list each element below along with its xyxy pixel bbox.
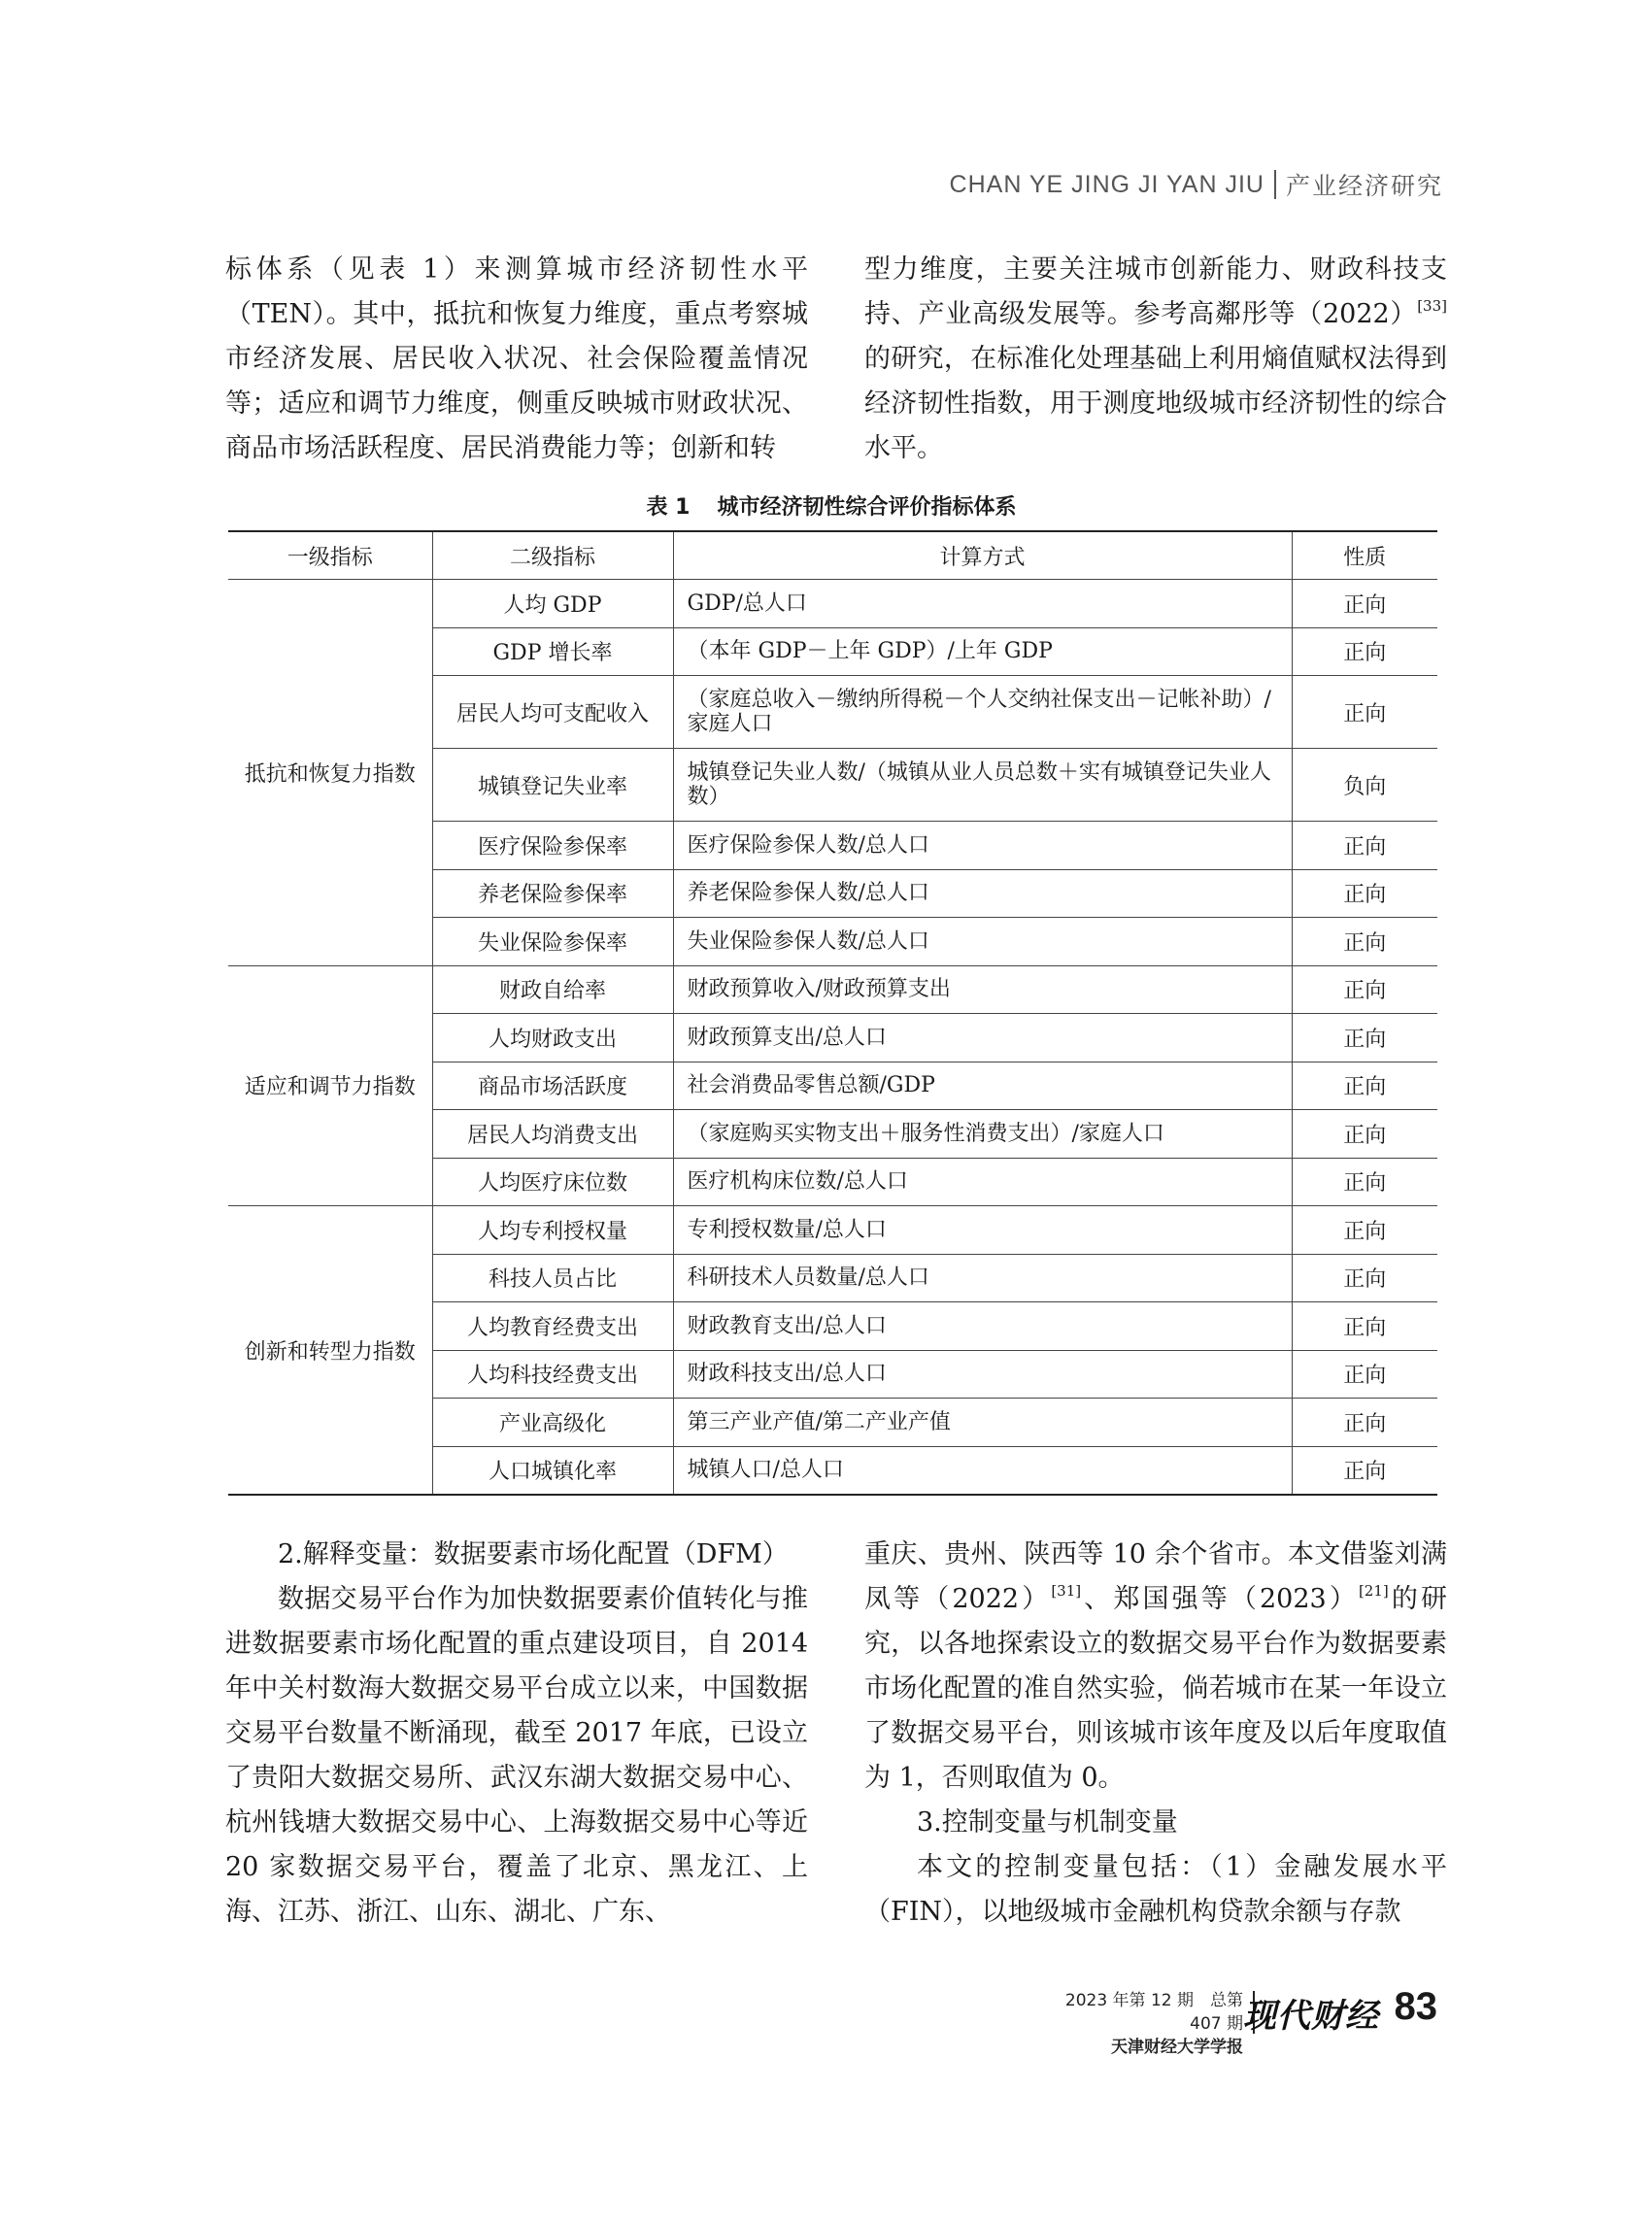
section-heading: 3.控制变量与机制变量 bbox=[917, 1807, 1178, 1838]
formula-cell: 医疗保险参保人数/总人口 bbox=[673, 822, 1292, 870]
header-cell: 二级指标 bbox=[432, 531, 673, 580]
formula-cell: （家庭总收入－缴纳所得税－个人交纳社保支出－记帐补助）/家庭人口 bbox=[673, 676, 1292, 749]
text-column-left-bottom bbox=[225, 1533, 808, 1935]
table-header-row bbox=[228, 531, 1437, 580]
direction-cell: 正向 bbox=[1292, 1014, 1437, 1062]
group-cell: 适应和调节力指数 bbox=[228, 965, 432, 1206]
indicator-cell: 医疗保险参保率 bbox=[432, 822, 673, 870]
indicator-cell: 人均医疗床位数 bbox=[432, 1158, 673, 1206]
direction-cell: 负向 bbox=[1292, 749, 1437, 822]
formula-cell: GDP/总人口 bbox=[673, 580, 1292, 628]
journal-logo: 现代财经 bbox=[1243, 1997, 1379, 2036]
header-series: CHAN YE JING JI YAN JIU bbox=[949, 170, 1264, 198]
formula-cell: （家庭购买实物支出＋服务性消费支出）/家庭人口 bbox=[673, 1110, 1292, 1159]
formula-cell: 财政预算收入/财政预算支出 bbox=[673, 965, 1292, 1014]
paragraph: 标体系（见表 1）来测算城市经济韧性水平（TEN）。其中，抵抗和恢复力维度，重点考察城市经济发展、居民收入状况、社会保险覆盖情况等；适应和调节力维度，侧重反映城市财政状况、商品市场活跃程度、居民消费能力等；创新和转 bbox=[225, 254, 808, 463]
formula-cell: 城镇登记失业人数/（城镇从业人员总数＋实有城镇登记失业人数） bbox=[673, 749, 1292, 822]
indicator-cell: 产业高级化 bbox=[432, 1399, 673, 1447]
direction-cell: 正向 bbox=[1292, 918, 1437, 966]
direction-cell: 正向 bbox=[1292, 1399, 1437, 1447]
table-row bbox=[228, 580, 1437, 628]
direction-cell: 正向 bbox=[1292, 1110, 1437, 1159]
indicator-cell: 居民人均消费支出 bbox=[432, 1110, 673, 1159]
citation-ref: [21] bbox=[1358, 1582, 1389, 1600]
paragraph-text: 型力维度，主要关注城市创新能力、财政科技支持、产业高级发展等。参考高鄰彤等（2022） bbox=[864, 254, 1447, 329]
formula-cell: （本年 GDP－上年 GDP）/上年 GDP bbox=[673, 627, 1292, 676]
direction-cell: 正向 bbox=[1292, 1062, 1437, 1110]
paragraph-text: 重庆、贵州、陕西等 10 余个省市。本文借鉴刘满凤等（2022） bbox=[864, 1539, 1447, 1614]
indicator-cell: 财政自给率 bbox=[432, 965, 673, 1014]
direction-cell: 正向 bbox=[1292, 1158, 1437, 1206]
table-row bbox=[228, 1206, 1437, 1255]
formula-cell: 第三产业产值/第二产业产值 bbox=[673, 1399, 1292, 1447]
paragraph bbox=[864, 248, 1447, 471]
formula-cell: 社会消费品零售总额/GDP bbox=[673, 1062, 1292, 1110]
formula-cell: 养老保险参保人数/总人口 bbox=[673, 869, 1292, 918]
direction-cell: 正向 bbox=[1292, 1254, 1437, 1302]
paragraph: 数据交易平台作为加快数据要素价值转化与推进数据要素市场化配置的重点建设项目，自 2014 年中关村数海大数据交易平台成立以来，中国数据交易平台数量不断涌现，截至 2017 年底，已设立了贵阳大数据交易所、武汉东湖大数据交易中心、杭州钱塘大数据交易中心、上海数据交易中心等近 20 家数据交易平台，覆盖了北京、黑龙江、上海、江苏、浙江、山东、湖北、广东、 bbox=[225, 1584, 808, 1927]
text-column-left-top bbox=[225, 248, 808, 471]
indicator-cell: 居民人均可支配收入 bbox=[432, 676, 673, 749]
issue-info bbox=[1029, 1989, 1243, 2059]
header-divider bbox=[1274, 170, 1276, 199]
journal-name: 天津财经大学学报 bbox=[1111, 2038, 1243, 2057]
indicator-cell: 人均专利授权量 bbox=[432, 1206, 673, 1255]
formula-cell: 财政科技支出/总人口 bbox=[673, 1350, 1292, 1399]
direction-cell: 正向 bbox=[1292, 965, 1437, 1014]
direction-cell: 正向 bbox=[1292, 822, 1437, 870]
citation-ref: [31] bbox=[1051, 1582, 1082, 1600]
header-cell: 性质 bbox=[1292, 531, 1437, 580]
formula-cell: 城镇人口/总人口 bbox=[673, 1446, 1292, 1495]
table-number: 表 1 bbox=[646, 495, 691, 520]
text-column-right-bottom bbox=[864, 1533, 1447, 1935]
paragraph-text: 的研究，在标准化处理基础上利用熵值赋权法得到经济韧性指数，用于测度地级城市经济韧性的综合水平。 bbox=[864, 344, 1447, 463]
indicator-cell: 人均财政支出 bbox=[432, 1014, 673, 1062]
indicator-cell: 城镇登记失业率 bbox=[432, 749, 673, 822]
header-cell: 计算方式 bbox=[673, 531, 1292, 580]
section-heading: 2.解释变量：数据要素市场化配置（DFM） bbox=[278, 1539, 789, 1569]
text-column-right-top bbox=[864, 248, 1447, 471]
formula-cell: 财政预算支出/总人口 bbox=[673, 1014, 1292, 1062]
formula-cell: 失业保险参保人数/总人口 bbox=[673, 918, 1292, 966]
indicator-table bbox=[228, 530, 1437, 1496]
direction-cell: 正向 bbox=[1292, 869, 1437, 918]
direction-cell: 正向 bbox=[1292, 1206, 1437, 1255]
running-header bbox=[950, 167, 1443, 202]
paragraph-text: 的研究，以各地探索设立的数据交易平台作为数据要素市场化配置的准自然实验，倘若城市在某一年设立了数据交易平台，则该城市该年度及以后年度取值为 1，否则取值为 0。 bbox=[864, 1584, 1447, 1793]
formula-cell: 科研技术人员数量/总人口 bbox=[673, 1254, 1292, 1302]
issue-number: 2023 年第 12 期 总第 407 期 bbox=[1064, 1991, 1243, 2034]
formula-cell: 财政教育支出/总人口 bbox=[673, 1302, 1292, 1351]
direction-cell: 正向 bbox=[1292, 676, 1437, 749]
direction-cell: 正向 bbox=[1292, 580, 1437, 628]
group-cell: 创新和转型力指数 bbox=[228, 1206, 432, 1496]
paragraph-text: 、郑国强等（2023） bbox=[1081, 1584, 1359, 1614]
indicator-cell: 人均 GDP bbox=[432, 580, 673, 628]
indicator-cell: GDP 增长率 bbox=[432, 627, 673, 676]
table-title: 城市经济韧性综合评价指标体系 bbox=[717, 495, 1017, 520]
indicator-cell: 商品市场活跃度 bbox=[432, 1062, 673, 1110]
direction-cell: 正向 bbox=[1292, 627, 1437, 676]
table-row bbox=[228, 965, 1437, 1014]
indicator-cell: 人口城镇化率 bbox=[432, 1446, 673, 1495]
paragraph: 本文的控制变量包括：（1）金融发展水平（FIN），以地级城市金融机构贷款余额与存款 bbox=[864, 1852, 1447, 1927]
table-caption bbox=[225, 490, 1437, 521]
header-cell: 一级指标 bbox=[228, 531, 432, 580]
formula-cell: 医疗机构床位数/总人口 bbox=[673, 1158, 1292, 1206]
indicator-cell: 失业保险参保率 bbox=[432, 918, 673, 966]
group-cell: 抵抗和恢复力指数 bbox=[228, 580, 432, 966]
page-number: 83 bbox=[1394, 1985, 1437, 2028]
indicator-cell: 人均科技经费支出 bbox=[432, 1350, 673, 1399]
direction-cell: 正向 bbox=[1292, 1446, 1437, 1495]
page-footer bbox=[1029, 1985, 1437, 2057]
direction-cell: 正向 bbox=[1292, 1350, 1437, 1399]
indicator-cell: 人均教育经费支出 bbox=[432, 1302, 673, 1351]
citation-ref: [33] bbox=[1417, 297, 1447, 315]
indicator-cell: 养老保险参保率 bbox=[432, 869, 673, 918]
formula-cell: 专利授权数量/总人口 bbox=[673, 1206, 1292, 1255]
header-section: 产业经济研究 bbox=[1285, 172, 1443, 200]
indicator-cell: 科技人员占比 bbox=[432, 1254, 673, 1302]
direction-cell: 正向 bbox=[1292, 1302, 1437, 1351]
paragraph bbox=[864, 1533, 1447, 1801]
